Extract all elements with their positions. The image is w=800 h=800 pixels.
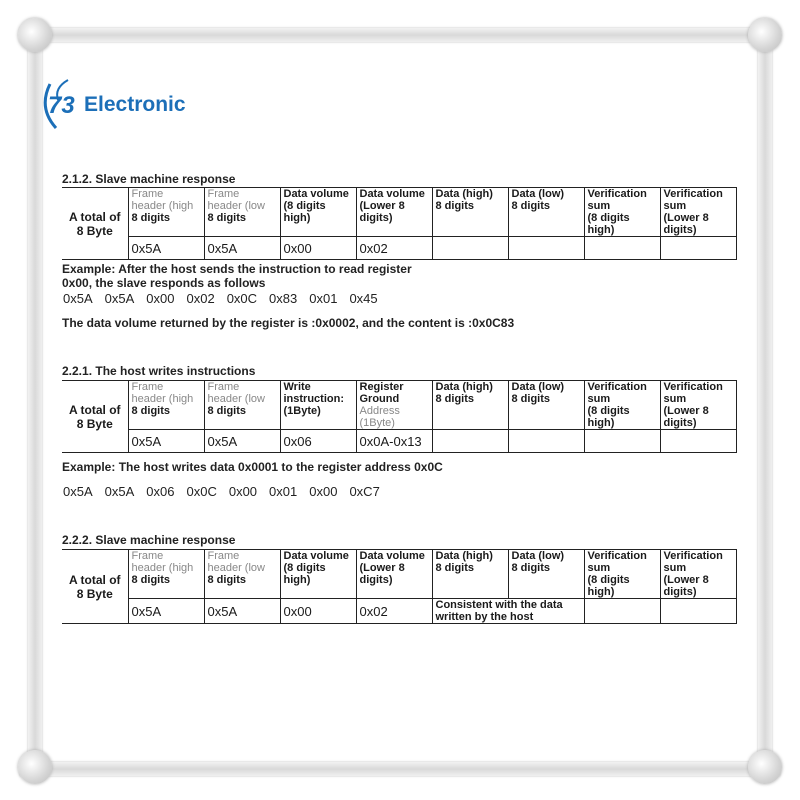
value-cell: 0x5A — [128, 599, 204, 624]
byte-count-label: A total of 8 Byte — [62, 381, 128, 453]
value-cell: 0x5A — [204, 430, 280, 453]
value-cell — [584, 599, 660, 624]
header-cell: Verification sum (Lower 8 digits) — [660, 381, 736, 430]
header-cell: Frame header (high 8 digits — [128, 381, 204, 430]
header-cell: Data (high) 8 digits — [432, 188, 508, 237]
value-cell — [508, 430, 584, 453]
section-title: 2.1.2. Slave machine response — [62, 172, 236, 186]
section-title: 2.2.1. The host writes instructions — [62, 364, 256, 378]
value-cell: 0x00 — [280, 599, 356, 624]
byte-count-label: A total of 8 Byte — [62, 550, 128, 624]
value-cell — [432, 430, 508, 453]
header-cell: Frame header (low 8 digits — [204, 381, 280, 430]
header-cell: Verification sum (Lower 8 digits) — [660, 550, 736, 599]
value-cell — [660, 599, 736, 624]
header-cell: Data volume (Lower 8 digits) — [356, 188, 432, 237]
header-cell: Frame header (high 8 digits — [128, 188, 204, 237]
value-cell: 0x00 — [280, 237, 356, 260]
byte-count-label: A total of 8 Byte — [62, 188, 128, 260]
header-cell: Data volume (8 digits high) — [280, 188, 356, 237]
header-cell: Write instruction: (1Byte) — [280, 381, 356, 430]
value-cell — [660, 237, 736, 260]
example-bytes: 0x5A 0x5A 0x00 0x02 0x0C 0x83 0x01 0x45 — [63, 291, 378, 306]
header-cell: Data volume (8 digits high) — [280, 550, 356, 599]
value-cell: 0x5A — [204, 237, 280, 260]
header-cell: Frame header (low 8 digits — [204, 188, 280, 237]
frame-corner-ornament — [18, 750, 52, 784]
logo-text: Electronic — [84, 93, 186, 116]
header-cell: Frame header (low 8 digits — [204, 550, 280, 599]
header-cell: Data (low) 8 digits — [508, 550, 584, 599]
result-note: The data volume returned by the register is :0x0002, and the content is :0x0C83 — [62, 316, 515, 330]
protocol-table-host-write — [62, 380, 737, 453]
value-cell — [508, 237, 584, 260]
frame-right-border — [758, 20, 772, 780]
value-cell — [584, 237, 660, 260]
header-cell: Data (low) 8 digits — [508, 188, 584, 237]
value-cell: 0x06 — [280, 430, 356, 453]
header-cell: Verification sum (Lower 8 digits) — [660, 188, 736, 237]
header-cell: Verification sum (8 digits high) — [584, 188, 660, 237]
header-cell: Data volume (Lower 8 digits) — [356, 550, 432, 599]
frame-bottom-border — [20, 762, 780, 776]
merged-data-note: Consistent with the data written by the host — [432, 599, 584, 624]
header-cell: Verification sum (8 digits high) — [584, 381, 660, 430]
example-bytes: 0x5A 0x5A 0x06 0x0C 0x00 0x01 0x00 0xC7 — [63, 484, 380, 499]
value-cell: 0x5A — [204, 599, 280, 624]
protocol-table-slave-response-write — [62, 549, 737, 624]
protocol-table-slave-response-read — [62, 187, 737, 260]
header-cell: Register Ground Address (1Byte) — [356, 381, 432, 430]
header-cell: Data (high) 8 digits — [432, 550, 508, 599]
frame-top-border — [20, 28, 780, 42]
header-cell: Data (high) 8 digits — [432, 381, 508, 430]
frame-corner-ornament — [748, 750, 782, 784]
value-cell: 0x0A-0x13 — [356, 430, 432, 453]
logo-number: 73 — [48, 92, 75, 119]
header-cell: Frame header (high 8 digits — [128, 550, 204, 599]
value-cell: 0x02 — [356, 237, 432, 260]
value-cell — [660, 430, 736, 453]
brand-logo — [42, 78, 192, 134]
value-cell — [432, 237, 508, 260]
value-cell: 0x5A — [128, 430, 204, 453]
frame-corner-ornament — [748, 18, 782, 52]
value-cell: 0x5A — [128, 237, 204, 260]
value-cell: 0x02 — [356, 599, 432, 624]
section-title: 2.2.2. Slave machine response — [62, 533, 236, 547]
example-note: Example: The host writes data 0x0001 to the register address 0x0C — [62, 460, 443, 474]
value-cell — [584, 430, 660, 453]
example-note: Example: After the host sends the instruction to read register 0x00, the slave responds as follows — [62, 262, 412, 290]
header-cell: Verification sum (8 digits high) — [584, 550, 660, 599]
frame-corner-ornament — [18, 18, 52, 52]
frame-left-border — [28, 20, 42, 780]
header-cell: Data (low) 8 digits — [508, 381, 584, 430]
